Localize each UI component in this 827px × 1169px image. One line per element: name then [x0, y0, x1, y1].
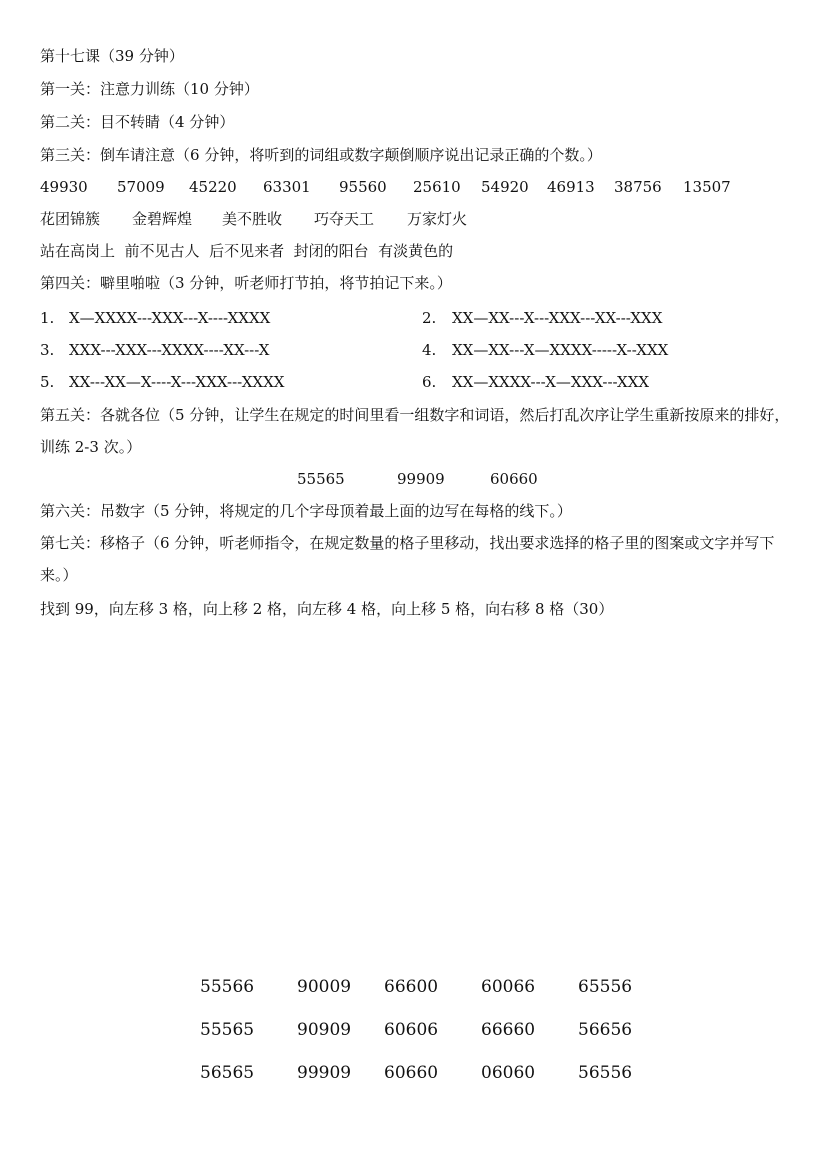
level3-idiom-row: [40, 209, 800, 229]
grid-cell: 90009: [297, 977, 352, 997]
rhythm-number: 5.: [40, 373, 55, 391]
level1-heading: 第一关：注意力训练（10 分钟）: [40, 80, 259, 98]
level3-phrases: 站在高岗上 前不见古人 后不见来者 封闭的阳台 有淡黄色的: [40, 242, 454, 260]
level5-number-row: [40, 469, 800, 489]
number-grid: [200, 975, 700, 1104]
level5-heading: 第五关：各就各位（5 分钟，让学生在规定的时间里看一组数字和词语，然后打乱次序让学生重新按原来的排好，训练 2-3 次。）: [40, 406, 790, 456]
grid-cell: 56556: [578, 1063, 633, 1083]
number-item: 54920: [481, 178, 529, 196]
number-item: 25610: [413, 178, 461, 196]
rhythm-number: 2.: [422, 309, 437, 327]
level3-number-row: [40, 177, 800, 197]
grid-cell: 60606: [384, 1020, 439, 1040]
number-item: 60660: [490, 470, 538, 488]
rhythm-pattern: XX—XXXX---X—XXX---XXX: [452, 373, 650, 391]
rhythm-number: 3.: [40, 341, 55, 359]
rhythm-row: [40, 308, 800, 328]
grid-row: [200, 975, 700, 1018]
grid-row: [200, 1061, 700, 1104]
grid-cell: 65556: [578, 977, 633, 997]
level2-heading: 第二关：目不转睛（4 分钟）: [40, 113, 235, 131]
number-item: 95560: [339, 178, 387, 196]
grid-cell: 56565: [200, 1063, 255, 1083]
level4-heading: 第四关：噼里啪啦（3 分钟，听老师打节拍，将节拍记下来。）: [40, 274, 452, 292]
number-item: 49930: [40, 178, 88, 196]
grid-cell: 66600: [384, 977, 439, 997]
idiom-item: 巧夺天工: [314, 210, 375, 228]
grid-cell: 55566: [200, 977, 255, 997]
rhythm-pattern: XX—XX---X---XXX---XX---XXX: [452, 309, 663, 327]
number-item: 13507: [683, 178, 731, 196]
rhythm-number: 6.: [422, 373, 437, 391]
level7-heading: 第七关：移格子（6 分钟，听老师指令，在规定数量的格子里移动，找出要求选择的格子里的图案或文字并写下来。）: [40, 534, 775, 584]
number-item: 38756: [614, 178, 662, 196]
rhythm-pattern: X—XXXX---XXX---X----XXXX: [69, 309, 271, 327]
number-item: 99909: [397, 470, 445, 488]
number-item: 57009: [117, 178, 165, 196]
rhythm-number: 1.: [40, 309, 55, 327]
level7-instruction: 找到 99，向左移 3 格，向上移 2 格，向左移 4 格，向上移 5 格，向右移 8 格（30）: [40, 600, 614, 618]
grid-cell: 06060: [481, 1063, 536, 1083]
idiom-item: 花团锦簇: [40, 210, 101, 228]
grid-cell: 66660: [481, 1020, 536, 1040]
rhythm-number: 4.: [422, 341, 437, 359]
grid-row: [200, 1018, 700, 1061]
grid-cell: 56656: [578, 1020, 633, 1040]
number-item: 55565: [297, 470, 345, 488]
level3-heading: 第三关：倒车请注意（6 分钟，将听到的词组或数字颠倒顺序说出记录正确的个数。）: [40, 146, 602, 164]
rhythm-row: [40, 340, 800, 360]
rhythm-pattern: XX—XX---X—XXXX-----X--XXX: [452, 341, 669, 359]
idiom-item: 万家灯火: [407, 210, 468, 228]
grid-cell: 99909: [297, 1063, 352, 1083]
lesson-title: 第十七课（39 分钟）: [40, 47, 184, 65]
rhythm-row: [40, 372, 800, 392]
grid-cell: 55565: [200, 1020, 255, 1040]
number-item: 45220: [189, 178, 237, 196]
number-item: 63301: [263, 178, 311, 196]
idiom-item: 美不胜收: [222, 210, 283, 228]
rhythm-pattern: XX---XX—X----X---XXX---XXXX: [69, 373, 285, 391]
rhythm-pattern: XXX---XXX---XXXX----XX---X: [69, 341, 270, 359]
level6-heading: 第六关：吊数字（5 分钟，将规定的几个字母顶着最上面的边写在每格的线下。）: [40, 502, 572, 520]
grid-cell: 60066: [481, 977, 536, 997]
idiom-item: 金碧辉煌: [132, 210, 193, 228]
number-item: 46913: [547, 178, 595, 196]
grid-cell: 60660: [384, 1063, 439, 1083]
grid-cell: 90909: [297, 1020, 352, 1040]
